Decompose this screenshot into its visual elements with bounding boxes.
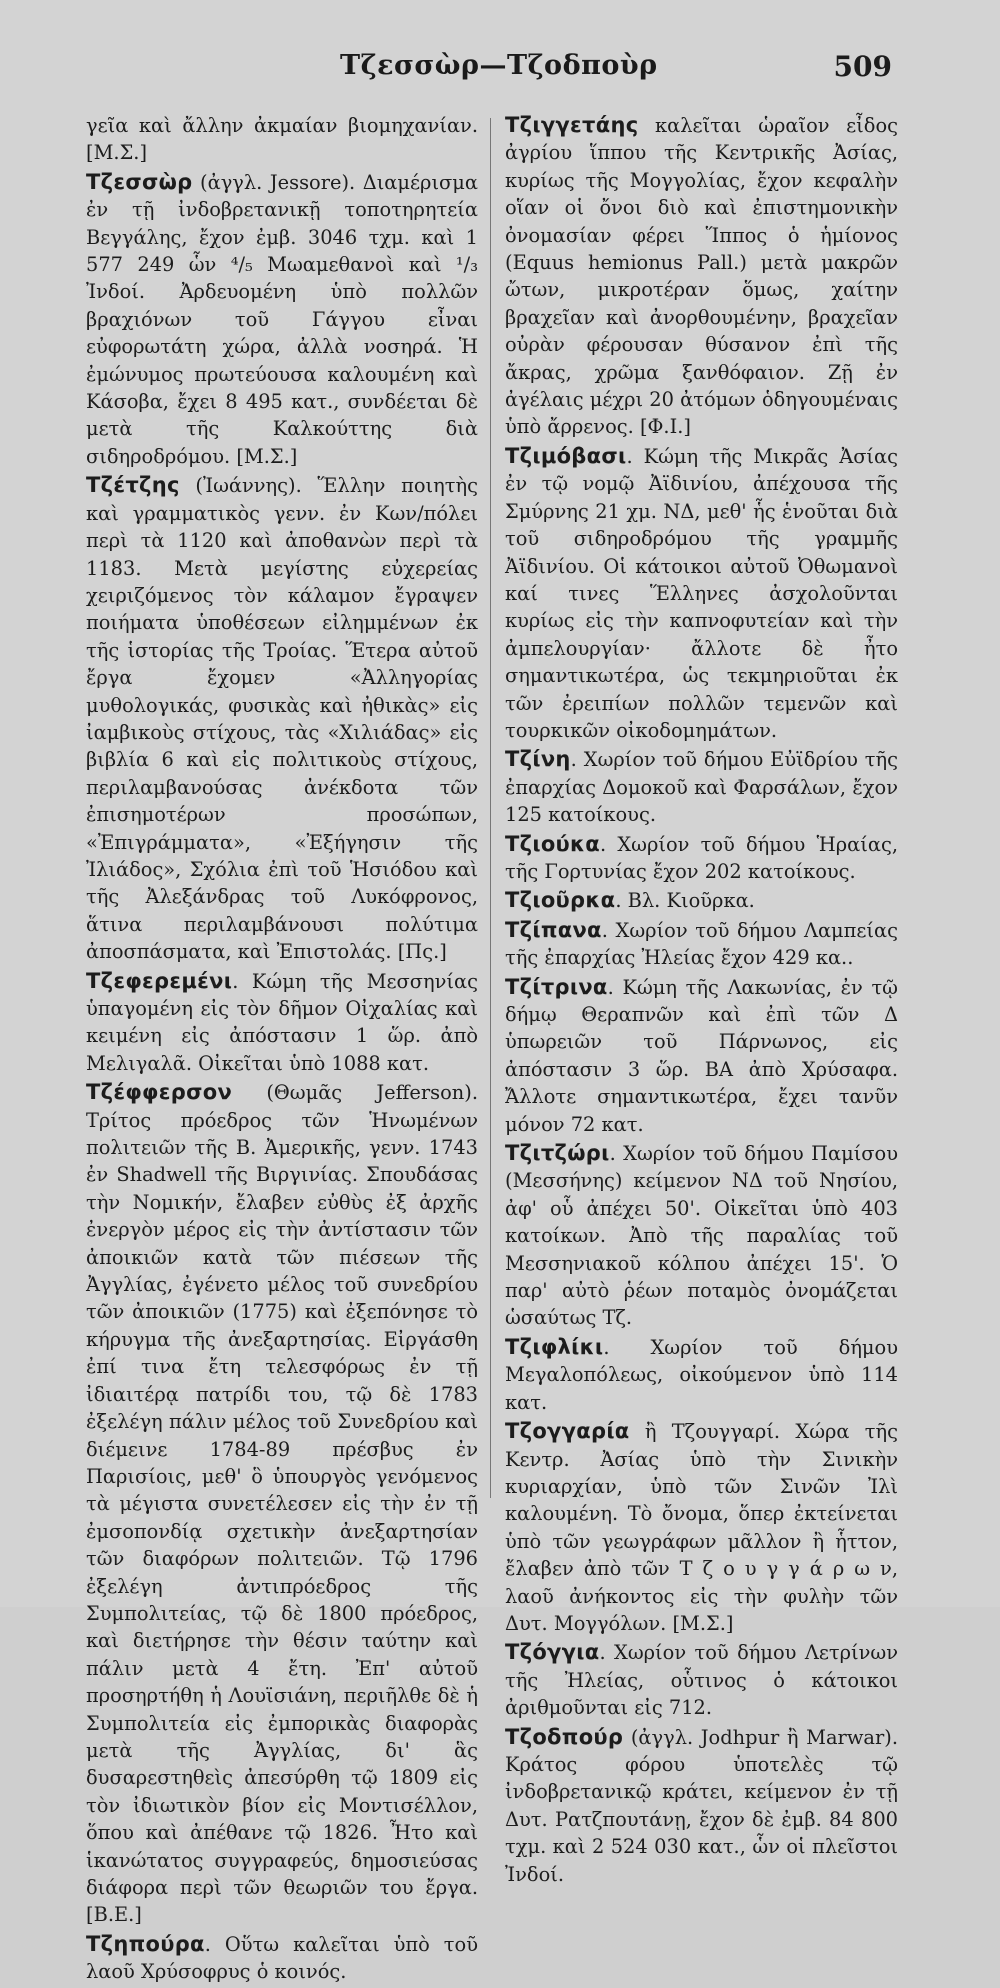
dictionary-entry <box>505 831 898 886</box>
entry-headword: Τζίπανα <box>505 917 602 942</box>
entry-headword: Τζηπούρα <box>86 1931 205 1956</box>
entry-text: . Χωρίον τοῦ δήμου Μεγαλοπόλεως, οἰκούμενον ὑπὸ 114 κατ. <box>505 1335 898 1414</box>
dictionary-entry <box>505 887 898 914</box>
dictionary-entry <box>505 1140 898 1332</box>
dictionary-entry <box>505 746 898 828</box>
entry-text: . Κώμη τῆς Μεσσηνίας ὑπαγομένη εἰς τὸν δῆμον Οἰχαλίας καὶ κειμένη εἰς ἀπόστασιν 1 ὥρ. ἀπὸ Μελιγαλᾶ. Οἰκεῖται ὑπὸ 1088 κατ. <box>86 969 478 1075</box>
left-column <box>86 112 478 1988</box>
dictionary-entry <box>86 1931 478 1986</box>
dictionary-entry <box>505 917 898 972</box>
dictionary-entry <box>86 112 478 167</box>
entry-text: . Κώμη τῆς Μικρᾶς Ἀσίας ἐν τῷ νομῷ Ἀϊδινίου, ἀπέχουσα τῆς Σμύρνης 21 χμ. ΝΔ, μεθ' ἧς ἑνοῦται διὰ τοῦ σιδηροδρόμου τῆς γραμμῆς Ἀϊδινίου. Οἱ κάτοικοι αὐτοῦ Ὀθωμανοὶ καί τινες Ἕλληνες ἀσχολοῦνται κυρίως εἰς τὴν καπνοφυτείαν καὶ τὴν ἀμπελουργίαν· ἄλλοτε δὲ ἦτο σημαντικωτέρα, ὡς τεκμηριοῦται ἐκ τῶν ἐρειπίων πολλῶν τεμενῶν καὶ τουρκικῶν οἰκοδομημάτων. <box>505 444 898 742</box>
entry-text: . Χωρίον τοῦ δήμου Εὐϊδρίου τῆς ἐπαρχίας Δομοκοῦ καὶ Φαρσάλων, ἔχον 125 κατοίκους. <box>505 748 898 827</box>
entry-text: . Χωρίον τοῦ δήμου Λαμπείας τῆς ἐπαρχίας Ἠλείας ἔχον 429 κα.. <box>505 918 898 970</box>
entry-text: (ἀγγλ. Jodhpur ἢ Marwar). Κράτος φόρου ὑποτελὲς τῷ ἰνδοβρετανικῷ κράτει, κείμενον ἐν τῇ Δυτ. Ρατζπουτάνῃ, ἔχον δὲ ἐμβ. 84 800 τχμ. καὶ 2 524 030 κατ., ὧν οἱ πλεῖστοι Ἰνδοί. <box>505 1725 898 1886</box>
entry-headword: Τζίνη <box>505 747 571 772</box>
entry-text: . Οὕτω καλεῖται ὑπὸ τοῦ λαοῦ Χρύσοφρυς ὁ κοινός. <box>86 1932 478 1984</box>
dictionary-entry <box>505 1334 898 1416</box>
dictionary-entry <box>86 169 478 470</box>
entry-headword: Τζέτζης <box>86 473 180 498</box>
dictionary-entry <box>505 974 898 1138</box>
running-head: Τζεσσὼρ—Τζοδποὺρ <box>340 50 658 81</box>
dictionary-entry <box>505 443 898 744</box>
entry-headword: Τζέφφερσον <box>86 1080 233 1105</box>
entry-headword: Τζιφλίκι <box>505 1334 604 1359</box>
entry-headword: Τζοδπούρ <box>505 1724 624 1749</box>
entry-text: (Ἰωάννης). Ἕλλην ποιητὴς καὶ γραμματικὸς γενν. ἐν Κων/πόλει περὶ τὰ 1120 καὶ ἀποθανὼν περὶ τὰ 1183. Μετὰ μεγίστης εὐχερείας χειριζόμενος τὸν κάλαμον ἔγραψεν ποιήματα ὑποθέσεων εἰλημμένων ἐκ τῆς ἱστορίας τῆς Τροίας. Ἕτερα αὐτοῦ ἔργα ἔχομεν «Ἀλληγορίας μυθολογικάς, φυσικὰς καὶ ἠθικὰς» εἰς ἰαμβικοὺς στίχους, τὰς «Χιλιάδας» εἰς βιβλία 6 καὶ εἰς πολιτικοὺς στίχους, περιλαμβανούσας ἀνέκδοτα τῶν ἐπισημοτέρων προσώπων, «Ἐπιγράμματα», «Ἐξήγησιν τῆς Ἰλιάδος», Σχόλια ἐπὶ τοῦ Ἡσιόδου καὶ τῆς Ἀλεξάνδρας τοῦ Λυκόφρονος, ἅτινα περιλαμβάνουσι πολύτιμα ἀποσπάσματα, καὶ Ἐπιστολάς. [Πς.] <box>86 474 478 964</box>
entry-headword: Τζιούκα <box>505 831 600 856</box>
entry-text: (ἀγγλ. Jessore). Διαμέρισμα ἐν τῇ ἰνδοβρετανικῇ τοποτηρητεία Βεγγάλης, ἔχον ἐμβ. 3046 τχμ. καὶ 1 577 249 ὧν ⁴/₅ Μωαμεθανοὶ καὶ ¹/₃ Ἰνδοί. Ἀρδευομένη ὑπὸ πολλῶν βραχιόνων τοῦ Γάγγου εἶναι εὐφορωτάτη χώρα, ἀλλὰ νοσηρά. Ἡ ἐμώνυμος πρωτεύουσα καλουμένη καὶ Κάσοβα, ἔχει 8 495 κατ., συνδέεται δὲ μετὰ τῆς Καλκούττης διὰ σιδηροδρόμου. [Μ.Σ.] <box>86 170 478 468</box>
entry-text: . Κώμη τῆς Λακωνίας, ἐν τῷ δήμῳ Θεραπνῶν καὶ ἐπὶ τῶν Δ ὑπωρειῶν τοῦ Πάρνωνος, εἰς ἀπόστασιν 3 ὥρ. ΒΑ ἀπὸ Χρύσαφα. Ἄλλοτε σημαντικωτέρα, ἔχει τανῦν μόνον 72 κατ. <box>505 975 898 1136</box>
dictionary-entry <box>505 1724 898 1888</box>
entry-headword: Τζιγγετάης <box>505 113 639 137</box>
dictionary-entry <box>86 472 478 965</box>
entry-headword: Τζογγαρία <box>505 1419 630 1444</box>
entry-text: γεῖα καὶ ἄλλην ἀκμαίαν βιομηχανίαν. [Μ.Σ.] <box>86 114 478 165</box>
entry-headword: Τζιοῦρκα <box>505 888 616 913</box>
dictionary-entry <box>86 968 478 1078</box>
dictionary-entry <box>505 1418 898 1637</box>
dictionary-entry <box>505 1639 898 1721</box>
entry-headword: Τζεφερεμένι <box>86 968 233 993</box>
entry-text: καλεῖται ὡραῖον εἶδος ἀγρίου ἵππου τῆς Κεντρικῆς Ἀσίας, κυρίως τῆς Μογγολίας, ἔχον κεφαλὴν οἵαν οἱ ὄνοι διὸ καὶ ἐπιστημονικὴν ὀνομασίαν φέρει Ἵππος ὁ ἡμίονος (Equus hemionus Pall.) μετὰ μακρῶν ὤτων, μικροτέραν ὅμως, χαίτην βραχεῖαν καὶ ἀνορθουμένην, βραχεῖαν οὐρὰν φέρουσαν θύσανον ἐπὶ τῆς ἄκρας, χρῶμα ξανθόφαιον. Ζῇ ἐν ἀγέλαις μέχρι 20 ἀτόμων ὁδηγουμέναις ὑπὸ ἄρρενος. [Φ.Ι.] <box>505 114 899 439</box>
entry-text: . Χωρίον τοῦ δήμου Λετρίνων τῆς Ἠλείας, οὗτινος ὁ κάτοικοι ἀριθμοῦνται εἰς 712. <box>505 1641 898 1720</box>
dictionary-entry <box>505 112 898 441</box>
dictionary-entry <box>86 1079 478 1929</box>
entry-text: ἢ Τζουγγαρί. Χώρα τῆς Κεντρ. Ἀσίας ὑπὸ τὴν Σινικὴν κυριαρχίαν, ὑπὸ τῶν Σινῶν Ἰλὶ καλουμένη. Τὸ ὄνομα, ὅπερ ἐκτείνεται ὑπὸ τῶν γεωγράφων μᾶλλον ἢ ἧττον, ἔλαβεν ἀπὸ τῶν Τ ζ ο υ γ γ ά ρ ω ν, λαοῦ ἀνήκοντος εἰς τὴν φυλὴν τῶν Δυτ. Μογγόλων. [Μ.Σ.] <box>505 1420 898 1635</box>
entry-text: . Βλ. Κιοῦρκα. <box>615 889 755 913</box>
entry-headword: Τζιμόβασι <box>505 443 627 468</box>
entry-text: (Θωμᾶς Jefferson). Τρίτος πρόεδρος τῶν Ἡνωμένων πολιτειῶν τῆς Β. Ἀμερικῆς, γενν. 1743 ἐν Shadwell τῆς Βιργινίας. Σπουδάσας τὴν Νομικήν, ἔλαβεν εὐθὺς ἐξ ἀρχῆς ἐνεργὸν μέρος εἰς τὴν ἀντίστασιν τῶν ἀποικιῶν κατὰ τῶν πιέσεων τῆς Ἀγγλίας, ἐγένετο μέλος τοῦ συνεδρίου τῶν ἀποικιῶν (1775) καὶ ἐξεπόνησε τὸ κήρυγμα τῆς ἀνεξαρτησίας. Εἰργάσθη ἐπί τινα ἔτη τελεσφόρως ἐν τῇ ἰδιαιτέρᾳ πατρίδι του, τῷ δὲ 1783 ἐξελέγη πάλιν μέλος τοῦ Συνεδρίου καὶ διέμεινε 1784-89 πρέσβυς ἐν Παρισίοις, μεθ' ὃ ὑπουργὸς γενόμενος τὰ μέγιστα συνετέλεσεν εἰς τὴν ἐν τῇ ἐμσοπονδίᾳ σχετικὴν ἀνεξαρτησίαν τῶν διαφόρων πολιτειῶν. Τῷ 1796 ἐξελέγη ἀντιπρόεδρος τῆς Συμπολιτείας, τῷ δὲ 1800 πρόεδρος, καὶ διετήρησε τὴν θέσιν ταύτην καὶ πάλιν μετὰ 4 ἔτη. Ἐπ' αὐτοῦ προσηρτήθη ἡ Λουϊσιάνη, περιῆλθε δὲ ἡ Συμπολιτεία εἰς ἐμπορικὰς διαφορὰς μετὰ τῆς Ἀγγλίας, δι' ἃς δυσαρεστηθεὶς ἀπεσύρθη τῷ 1809 εἰς τὸν ἰδιωτικὸν βίον εἰς Μοντισέλλον, ὅπου καὶ ἀπέθανε τῷ 1826. Ἦτο καὶ ἱκανώτατος συγγραφεύς, δημοσιεύσας διάφορα περὶ τῶν θεωριῶν του ἔργα. [Β.Ε.] <box>86 1081 478 1927</box>
entry-headword: Τζεσσὼρ <box>86 169 193 194</box>
entry-text: . Χωρίον τοῦ δήμου Παμίσου (Μεσσήνης) κείμενον ΝΔ τοῦ Νησίου, ἀφ' οὗ ἀπέχει 50'. Οἰκεῖται ὑπὸ 403 κατοίκων. Ἀπὸ τῆς παραλίας τοῦ Μεσσηνιακοῦ κόλπου ἀπέχει 15'. Ὁ παρ' αὐτὸ ῥέων ποταμὸς ὀνομάζεται ὡσαύτως Τζ. <box>505 1142 898 1330</box>
page-number: 509 <box>833 50 892 83</box>
entry-headword: Τζίτρινα <box>505 974 608 999</box>
entry-headword: Τζιτζώρι <box>505 1141 610 1166</box>
column-divider <box>490 118 491 1498</box>
entry-text: . Χωρίον τοῦ δήμου Ἡραίας, τῆς Γορτυνίας ἔχον 202 κατοίκους. <box>505 832 898 883</box>
right-column <box>505 112 898 1890</box>
entry-headword: Τζόγγια <box>505 1640 600 1665</box>
